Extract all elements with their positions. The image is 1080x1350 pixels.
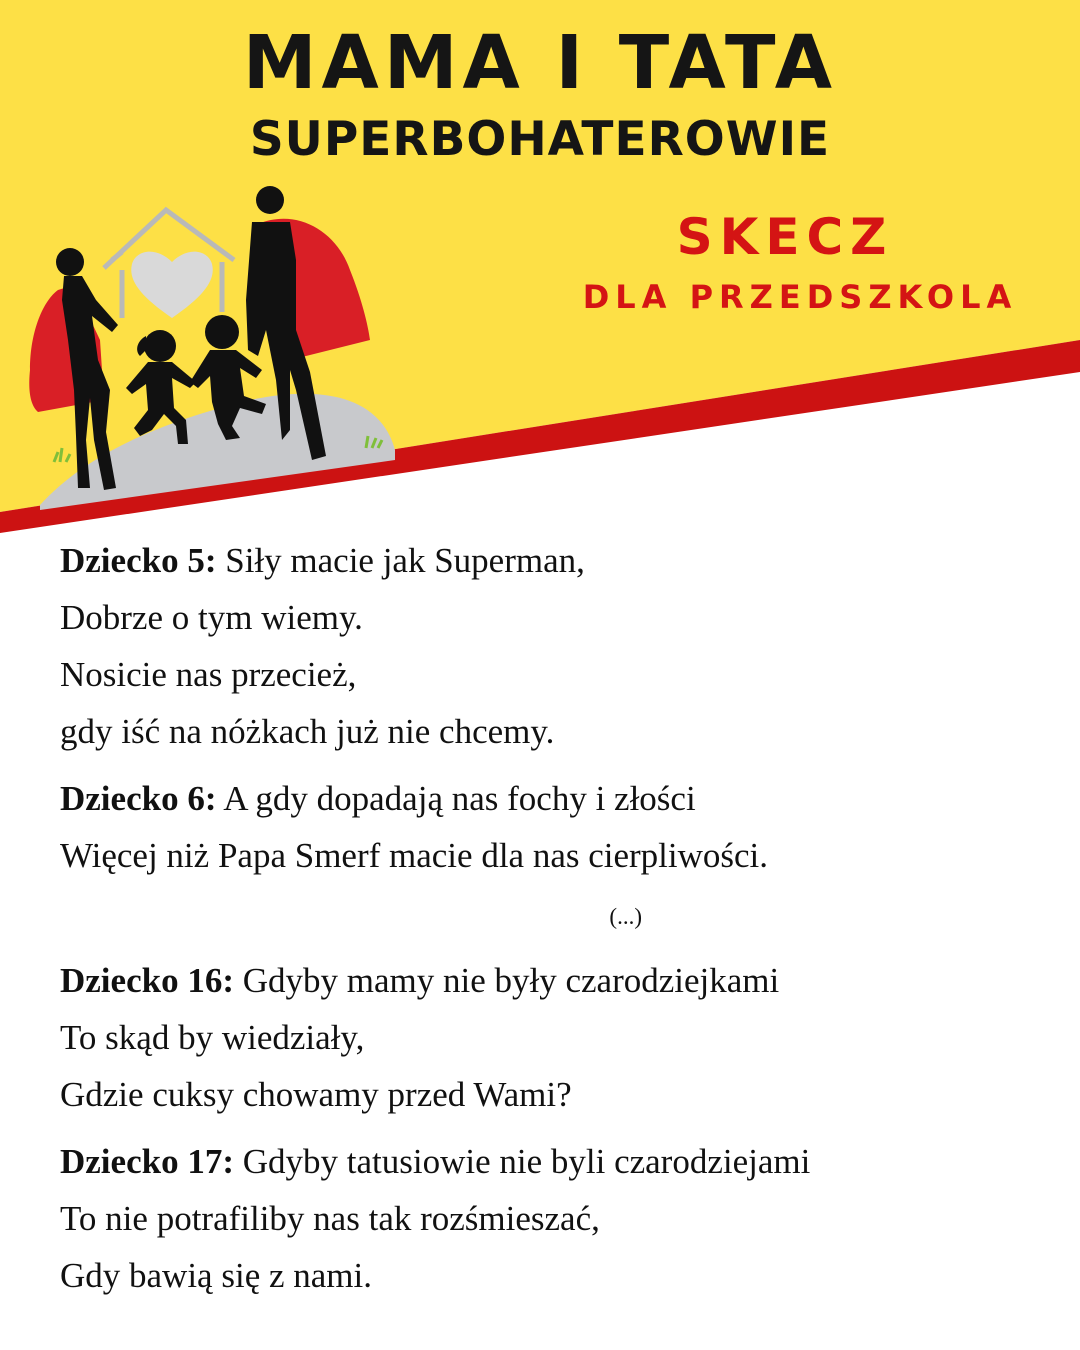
line-text: Siły macie jak Superman, [216, 541, 585, 580]
poem-line: To nie potrafiliby nas tak rozśmieszać, [60, 1199, 600, 1238]
poem-line: gdy iść na nóżkach już nie chcemy. [60, 712, 555, 751]
subtitle-dla-przedszkola: DLA PRZEDSZKOLA [582, 278, 1018, 316]
stanza-first-line [60, 1133, 1020, 1190]
stanza-first-line [60, 952, 1020, 1009]
speaker-label: Dziecko 6: [60, 779, 217, 818]
poem-line: Dobrze o tym wiemy. [60, 598, 363, 637]
header-banner [0, 0, 1080, 540]
poem-line: To skąd by wiedziały, [60, 1018, 365, 1057]
title-mama-i-tata: MAMA I TATA [242, 20, 838, 106]
line-text: Gdyby mamy nie były czarodziejkami [233, 961, 780, 1000]
stanza-dziecko-17 [60, 1133, 1020, 1304]
omission-marker: (...) [609, 904, 642, 929]
poem-line: Gdy bawią się z nami. [60, 1256, 372, 1295]
poem-line: Nosicie nas przecież, [60, 655, 357, 694]
speaker-label: Dziecko 17: [60, 1142, 234, 1181]
line-text: Gdyby tatusiowie nie byli czarodziejami [233, 1142, 811, 1181]
poem-content [60, 532, 1020, 1314]
line-text: A gdy dopadają nas fochy i złości [216, 779, 696, 818]
speaker-label: Dziecko 16: [60, 961, 234, 1000]
stanza-dziecko-16 [60, 952, 1020, 1123]
poem-line: Więcej niż Papa Smerf macie dla nas cierpliwości. [60, 836, 769, 875]
stanza-dziecko-6 [60, 770, 1020, 884]
poem-line: Gdzie cuksy chowamy przed Wami? [60, 1075, 572, 1114]
stanza-dziecko-5 [60, 532, 1020, 760]
title-superbohaterowie: SUPERBOHATEROWIE [249, 112, 831, 167]
speaker-label: Dziecko 5: [60, 541, 217, 580]
stanza-first-line [60, 770, 1020, 827]
subtitle-skecz: SKECZ [676, 208, 894, 266]
stanza-first-line [60, 532, 1020, 589]
